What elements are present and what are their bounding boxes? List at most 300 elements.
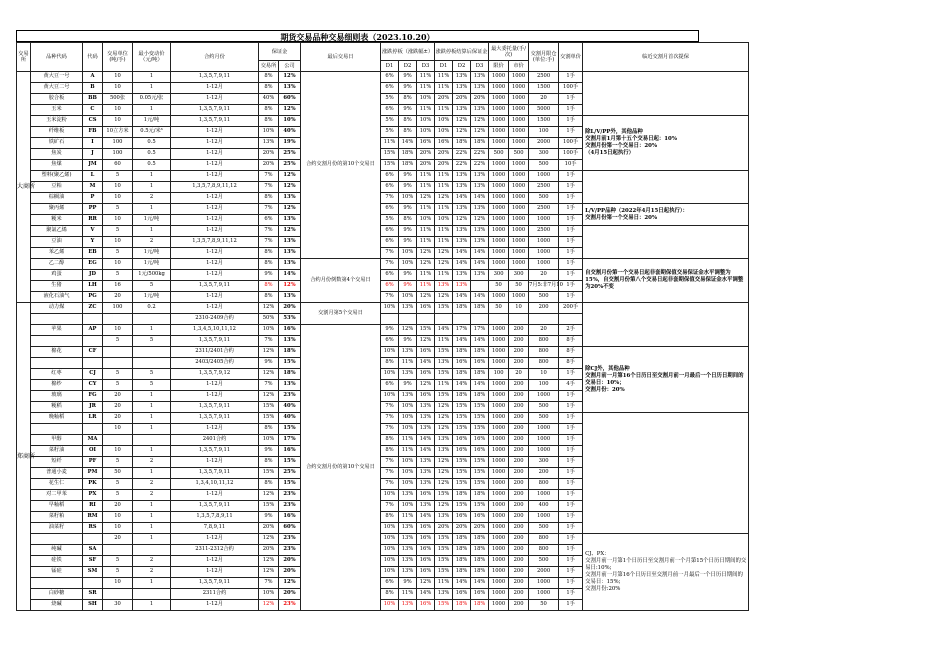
table-row [17,413,749,424]
table-row [17,204,749,215]
limit-l1: 10% [381,490,399,501]
limit-m3: 16% [471,512,489,523]
limit-m1: 13% [435,512,453,523]
product-name: 粳稻 [31,402,83,413]
contract-months: 1-12月 [171,391,259,402]
product-code: LR [83,413,103,424]
limit-m2: 22% [453,149,471,160]
limit-m2: 13% [453,226,471,237]
trade-unit: 5 [103,380,133,391]
limit-m2: 18% [453,556,471,567]
limit-m3: 16% [471,446,489,457]
tick-size: 1 [133,325,171,336]
margin-company: 23% [279,600,301,611]
limit-m1: 11% [435,237,453,248]
margin-company: 16% [279,325,301,336]
limit-m3 [471,281,489,292]
limit-l1: 8% [381,589,399,600]
limit-m2: 13% [453,204,471,215]
limit-l1: 10% [381,303,399,314]
limit-l3: 12% [417,380,435,391]
max-market-order: 500 [509,149,529,160]
max-market-order: 200 [509,325,529,336]
limit-m3: 22% [471,149,489,160]
limit-m1: 13% [435,446,453,457]
tick-size: 2 [133,567,171,578]
limit-l3: 14% [417,358,435,369]
product-name: 菜籽粕 [31,512,83,523]
margin-company: 40% [279,402,301,413]
trade-unit [103,314,133,325]
tick-size: 2 [133,193,171,204]
header-tick: 最小变动价（元/吨） [133,43,171,72]
limit-l3: 11% [417,237,435,248]
max-limit-order: 1000 [489,589,509,600]
product-name: 棉花 [31,347,83,358]
delivery-unit: 1手 [559,424,583,435]
limit-m1: 11% [435,380,453,391]
limit-l1: 8% [381,446,399,457]
max-market-order: 1000 [509,237,529,248]
tick-size: 1 [133,468,171,479]
position-limit: 300 [529,457,559,468]
limit-m2: 18% [453,545,471,556]
limit-m2: 13% [453,83,471,94]
table-row [17,259,749,270]
limit-l2: 9% [399,380,417,391]
max-market-order: 200 [509,556,529,567]
limit-l3: 16% [417,347,435,358]
product-name: 白砂糖 [31,589,83,600]
contract-months: 1-12月 [171,270,259,281]
limit-l3: 11% [417,182,435,193]
max-limit-order: 1000 [489,248,509,259]
header-margin: 保证金 [259,43,301,61]
limit-l1: 7% [381,479,399,490]
limit-l2: 10% [399,193,417,204]
product-code [83,336,103,347]
tick-size: 0.5 [133,138,171,149]
limit-l3: 12% [417,248,435,259]
margin-exchange: 10% [259,589,279,600]
margin-company: 14% [279,270,301,281]
limit-l2: 9% [399,281,417,292]
position-limit: 2000 [529,138,559,149]
trade-unit: 60 [103,160,133,171]
limit-l1: 7% [381,424,399,435]
max-market-order: 200 [509,391,529,402]
limit-m1: 15% [435,490,453,501]
margin-company: 12% [279,204,301,215]
limit-m3: 18% [471,545,489,556]
margin-exchange: 20% [259,160,279,171]
last-trade-day: 合约交割月份的第10个交易日 [301,72,381,259]
header-d3: D3 [471,61,489,72]
limit-l1: 6% [381,182,399,193]
margin-company: 40% [279,413,301,424]
contract-months: 1-12月 [171,534,259,545]
product-code: SM [83,567,103,578]
limit-m2: 13% [453,171,471,182]
tick-size: 1 [133,204,171,215]
limit-l3: 16% [417,303,435,314]
limit-m1: 15% [435,369,453,380]
margin-note [583,72,749,116]
trade-unit: 30 [103,600,133,611]
contract-months: 1-12月 [171,567,259,578]
limit-l3: 16% [417,138,435,149]
limit-m1: 11% [435,105,453,116]
limit-m1: 13% [435,589,453,600]
limit-l3: 10% [417,127,435,138]
limit-l2: 10% [399,479,417,490]
max-market-order: 200 [509,490,529,501]
product-code: EG [83,259,103,270]
max-limit-order: 1000 [489,160,509,171]
margin-note [583,413,749,534]
header-d3: D3 [417,61,435,72]
limit-m3: 14% [471,248,489,259]
contract-months: 2311合约 [171,589,259,600]
margin-exchange: 15% [259,501,279,512]
margin-exchange: 7% [259,336,279,347]
max-limit-order: 300 [489,270,509,281]
product-code: M [83,182,103,193]
limit-l2: 9% [399,237,417,248]
limit-l3: 11% [417,281,435,292]
limit-m3: 18% [471,556,489,567]
max-market-order: 200 [509,424,529,435]
limit-l1: 6% [381,336,399,347]
limit-m1: 11% [435,578,453,589]
trade-unit: 10 [103,446,133,457]
max-limit-order: 1000 [489,193,509,204]
max-limit-order: 1000 [489,325,509,336]
limit-m3: 16% [471,358,489,369]
limit-m2: 16% [453,446,471,457]
margin-company: 12% [279,105,301,116]
limit-l3: 16% [417,567,435,578]
tick-size: 1元/吨 [133,292,171,303]
tick-size: 0.5 [133,149,171,160]
header-sector: 交易所 [17,43,31,72]
trade-unit: 5 [103,479,133,490]
delivery-unit: 1手 [559,204,583,215]
margin-exchange: 20% [259,149,279,160]
limit-m2: 12% [453,127,471,138]
trade-unit: 100 [103,138,133,149]
limit-l2: 10% [399,424,417,435]
margin-company: 18% [279,347,301,358]
margin-note [583,171,749,204]
limit-l3: 13% [417,413,435,424]
max-market-order: 200 [509,336,529,347]
limit-l3: 16% [417,490,435,501]
margin-exchange: 12% [259,534,279,545]
product-name: 早籼稻 [31,501,83,512]
limit-l1: 6% [381,204,399,215]
limit-m1: 12% [435,193,453,204]
position-limit: 100 [529,380,559,391]
limit-m3: 15% [471,468,489,479]
position-limit: 800 [529,479,559,490]
tick-size: 2 [133,457,171,468]
margin-exchange: 7% [259,182,279,193]
product-name [31,534,83,545]
limit-l2: 10% [399,292,417,303]
limit-l2: 13% [399,556,417,567]
max-limit-order: 1000 [489,336,509,347]
limit-l1: 7% [381,193,399,204]
product-name: 胶合板 [31,94,83,105]
limit-m1: 15% [435,545,453,556]
limit-l1: 7% [381,457,399,468]
max-limit-order: 1000 [489,545,509,556]
limit-m2: 13% [453,270,471,281]
tick-size: 1 [133,600,171,611]
product-name: 玉米淀粉 [31,116,83,127]
limit-m1: 12% [435,413,453,424]
product-code: FB [83,127,103,138]
trade-unit: 10 [103,72,133,83]
limit-m3: 13% [471,237,489,248]
limit-l3: 11% [417,105,435,116]
limit-m1: 12% [435,248,453,259]
max-limit-order: 1000 [489,204,509,215]
product-name: 鸡蛋 [31,270,83,281]
table-row [17,347,749,358]
header-position: 交割月限仓(单位:手) [529,43,559,72]
max-market-order: 1000 [509,248,529,259]
product-code: P [83,193,103,204]
trade-unit: 100 [103,303,133,314]
trade-unit: 20 [103,391,133,402]
position-limit: 500 [529,556,559,567]
product-name: 聚丙烯 [31,204,83,215]
limit-l3: 10% [417,215,435,226]
max-market-order: 200 [509,468,529,479]
contract-months: 1-12月 [171,424,259,435]
position-limit: 20 [529,270,559,281]
limit-l3: 10% [417,94,435,105]
max-market-order: 200 [509,501,529,512]
contract-months: 1-12月 [171,83,259,94]
trade-unit [103,435,133,446]
limit-m2: 14% [453,578,471,589]
limit-l2: 8% [399,127,417,138]
tick-size: 1 [133,105,171,116]
trade-unit: 50 [103,468,133,479]
tick-size: 1 [133,391,171,402]
margin-exchange: 15% [259,468,279,479]
limit-l3: 16% [417,545,435,556]
header-months: 合约月份 [171,43,259,72]
position-limit: 2500 [529,226,559,237]
table-row [17,534,749,545]
margin-exchange: 8% [259,72,279,83]
limit-m3: 18% [471,534,489,545]
max-market-order: 1000 [509,138,529,149]
limit-l2: 13% [399,545,417,556]
position-limit: 20 [529,94,559,105]
position-limit: 100 [529,127,559,138]
limit-l3: 16% [417,600,435,611]
delivery-unit: 1手 [559,556,583,567]
tick-size: 0.05元/张 [133,94,171,105]
limit-l2: 13% [399,391,417,402]
contract-months: 1,3,5,7,9,11 [171,116,259,127]
limit-l2: 8% [399,94,417,105]
margin-note: 自交割月份第一个交易日起非套期保值交易保证金水平调整为15%，自交割月份第八个交易日起非套期保值交易保证金水平调整为20%不变 [583,259,749,303]
limit-m1: 20% [435,523,453,534]
margin-exchange: 8% [259,424,279,435]
contract-months: 1,3,5,7,9,11 [171,413,259,424]
position-limit: 1500 [529,83,559,94]
max-limit-order: 1000 [489,523,509,534]
max-market-order: 200 [509,479,529,490]
contract-months: 1-12月 [171,380,259,391]
contract-months: 1-12月 [171,248,259,259]
limit-l1: 5% [381,215,399,226]
tick-size: 1 [133,72,171,83]
limit-l2: 9% [399,105,417,116]
limit-l1: 10% [381,600,399,611]
limit-m3: 13% [471,182,489,193]
limit-l2: 11% [399,446,417,457]
tick-size: 5 [133,369,171,380]
contract-months: 1-12月 [171,94,259,105]
position-limit: 400 [529,501,559,512]
limit-m1: 13% [435,358,453,369]
limit-m3: 13% [471,72,489,83]
limit-l3: 16% [417,556,435,567]
product-name: 普通小麦 [31,468,83,479]
limit-m3: 22% [471,160,489,171]
limit-m2: 16% [453,358,471,369]
product-code: RR [83,215,103,226]
product-code: LH [83,281,103,292]
limit-l3: 12% [417,292,435,303]
limit-m3: 18% [471,567,489,578]
max-market-order [509,314,529,325]
limit-l1: 6% [381,237,399,248]
trade-unit: 10 [103,424,133,435]
header-name: 品种代码 [31,43,83,72]
delivery-unit: 4手 [559,380,583,391]
contract-months: 1-12月 [171,303,259,314]
product-code: MA [83,435,103,446]
rules-table [16,42,749,611]
limit-m2: 13% [453,105,471,116]
margin-exchange: 12% [259,303,279,314]
margin-company: 15% [279,358,301,369]
limit-l1: 7% [381,468,399,479]
limit-l1: 8% [381,435,399,446]
trade-unit [103,545,133,556]
margin-exchange: 7% [259,380,279,391]
limit-l2: 13% [399,567,417,578]
product-name: 焦炭 [31,149,83,160]
delivery-unit: 1手 [559,600,583,611]
margin-company: 15% [279,457,301,468]
max-limit-order: 1000 [489,424,509,435]
product-code: B [83,83,103,94]
product-name: 棉纱 [31,380,83,391]
limit-l2: 9% [399,72,417,83]
trade-unit: 10 [103,182,133,193]
limit-m1: 15% [435,347,453,358]
margin-exchange: 8% [259,479,279,490]
max-limit-order: 1000 [489,457,509,468]
table-row [17,303,749,314]
max-limit-order: 1000 [489,138,509,149]
margin-exchange: 12% [259,600,279,611]
product-code: CY [83,380,103,391]
margin-exchange: 50% [259,314,279,325]
max-limit-order: 1000 [489,182,509,193]
max-limit-order: 1000 [489,578,509,589]
margin-company: 13% [279,248,301,259]
limit-m1: 10% [435,116,453,127]
product-code: AP [83,325,103,336]
header-d1: D1 [435,61,453,72]
max-limit-order: 1000 [489,215,509,226]
limit-m3: 13% [471,226,489,237]
limit-l2: 18% [399,160,417,171]
limit-l2: 13% [399,523,417,534]
limit-m2: 14% [453,292,471,303]
sector-label: 大商所 [17,72,31,303]
margin-company: 12% [279,182,301,193]
limit-m3: 13% [471,204,489,215]
tick-size: 1元/500kg [133,270,171,281]
contract-months: 1-12月 [171,160,259,171]
max-market-order: 300 [509,270,529,281]
max-market-order: 200 [509,435,529,446]
position-limit: 20 [529,325,559,336]
delivery-unit: 1手 [559,391,583,402]
margin-exchange: 9% [259,512,279,523]
contract-months: 1-12月 [171,226,259,237]
limit-m2: 14% [453,380,471,391]
tick-size: 1 [133,413,171,424]
delivery-unit: 100手 [559,138,583,149]
limit-m3: 12% [471,127,489,138]
limit-m2: 18% [453,391,471,402]
limit-m1: 11% [435,171,453,182]
max-limit-order: 1000 [489,347,509,358]
limit-l3: 13% [417,402,435,413]
contract-months: 1,3,5,7,8,9,11,12 [171,237,259,248]
max-limit-order: 1000 [489,600,509,611]
margin-exchange: 12% [259,391,279,402]
tick-size: 1 [133,83,171,94]
limit-l3: 12% [417,336,435,347]
contract-months: 1-12月 [171,600,259,611]
margin-company: 25% [279,468,301,479]
margin-exchange: 20% [259,523,279,534]
limit-m2: 18% [453,534,471,545]
max-market-order: 1000 [509,182,529,193]
product-name: 液化石油气 [31,292,83,303]
limit-m3: 13% [471,270,489,281]
contract-months: 1,3,5,7,9,11 [171,578,259,589]
trade-unit: 5 [103,556,133,567]
header-code: 代码 [83,43,103,72]
limit-l3: 16% [417,534,435,545]
contract-months: 2401合约 [171,435,259,446]
limit-l2: 9% [399,204,417,215]
